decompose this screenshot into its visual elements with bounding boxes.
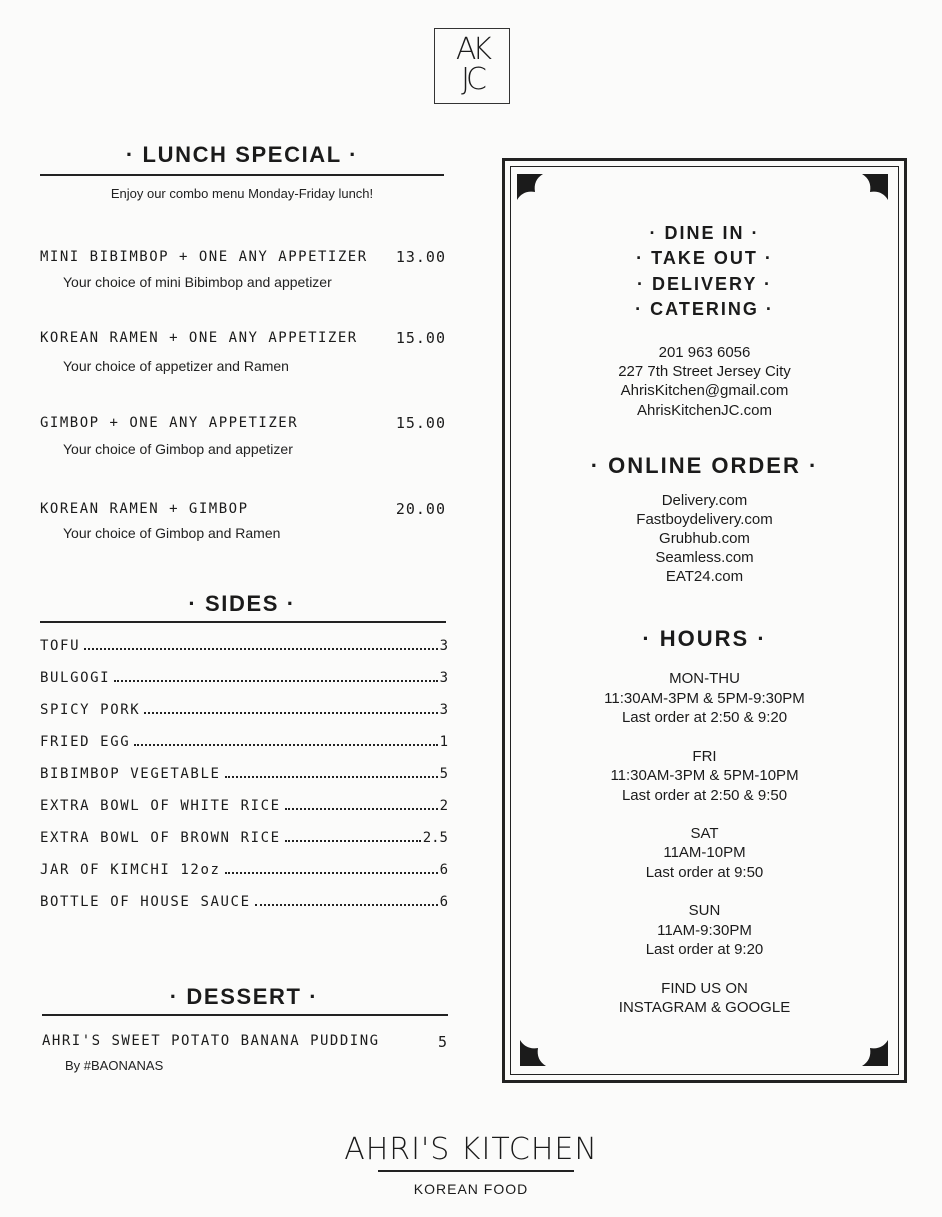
service-delivery: · DELIVERY · bbox=[636, 274, 772, 294]
dessert-rule bbox=[42, 1014, 448, 1016]
online-order-site[interactable]: Grubhub.com bbox=[659, 530, 750, 547]
corner-ornament-icon bbox=[515, 172, 545, 202]
dot-leader bbox=[134, 744, 437, 746]
dessert-title: · DESSERT · bbox=[169, 984, 319, 1009]
online-order-site[interactable]: Delivery.com bbox=[661, 492, 748, 509]
lunch-item-price: 15.00 bbox=[395, 414, 446, 432]
side-item-name: FRIED EGG bbox=[40, 734, 131, 750]
hours-day: SAT bbox=[690, 825, 719, 842]
lunch-item-desc: Your choice of Gimbop and appetizer bbox=[63, 441, 293, 457]
side-item bbox=[40, 862, 448, 884]
side-item-name: SPICY PORK bbox=[40, 702, 141, 718]
sides-title: · SIDES · bbox=[188, 591, 296, 616]
dot-leader bbox=[225, 776, 438, 778]
online-order-site[interactable]: EAT24.com bbox=[665, 568, 744, 585]
side-item-name: EXTRA BOWL OF BROWN RICE bbox=[40, 830, 281, 846]
hours-time: 11AM-10PM bbox=[663, 844, 746, 861]
dessert-item-name: AHRI'S SWEET POTATO BANANA PUDDING bbox=[42, 1033, 380, 1049]
logo-line1: AK bbox=[455, 32, 489, 67]
service-dine-in: · DINE IN · bbox=[649, 223, 760, 243]
hours-time: 11:30AM-3PM & 5PM-10PM bbox=[610, 767, 799, 784]
lunch-item-name: KOREAN RAMEN + GIMBOP bbox=[40, 501, 249, 517]
lunch-item-name: GIMBOP + ONE ANY APPETIZER bbox=[40, 415, 299, 431]
service-take-out: · TAKE OUT · bbox=[636, 248, 773, 268]
side-item bbox=[40, 798, 448, 820]
find-us-line1: FIND US ON bbox=[661, 980, 748, 997]
side-item-name: BULGOGI bbox=[40, 670, 111, 686]
hours-last-order: Last order at 2:50 & 9:20 bbox=[621, 709, 788, 726]
lunch-subtitle: Enjoy our combo menu Monday-Friday lunch! bbox=[110, 186, 374, 201]
corner-ornament-icon bbox=[860, 1038, 890, 1068]
lunch-special-title: · LUNCH SPECIAL · bbox=[125, 142, 359, 167]
sides-rule bbox=[40, 621, 446, 623]
hours-last-order: Last order at 9:20 bbox=[645, 941, 764, 958]
side-item-name: BOTTLE OF HOUSE SAUCE bbox=[40, 894, 251, 910]
side-item-name: EXTRA BOWL OF WHITE RICE bbox=[40, 798, 281, 814]
lunch-item-name: KOREAN RAMEN + ONE ANY APPETIZER bbox=[40, 330, 358, 346]
dessert-item-price: 5 bbox=[437, 1033, 448, 1051]
hours-title: · HOURS · bbox=[642, 626, 767, 651]
logo-line2: JC bbox=[461, 62, 483, 97]
contact-website[interactable]: AhrisKitchenJC.com bbox=[636, 402, 773, 419]
side-item-price: 3 bbox=[439, 670, 448, 686]
side-item bbox=[40, 766, 448, 788]
side-item bbox=[40, 830, 448, 852]
contact-phone[interactable]: 201 963 6056 bbox=[658, 344, 751, 361]
hours-last-order: Last order at 2:50 & 9:50 bbox=[621, 787, 788, 804]
contact-address: 227 7th Street Jersey City bbox=[618, 363, 791, 380]
side-item-price: 2.5 bbox=[422, 830, 448, 846]
find-us-line2: INSTAGRAM & GOOGLE bbox=[618, 999, 791, 1016]
side-item-price: 3 bbox=[439, 638, 448, 654]
restaurant-name: AHRI'S KITCHEN bbox=[344, 1132, 598, 1167]
lunch-item-desc: Your choice of Gimbop and Ramen bbox=[63, 525, 281, 541]
lunch-item-desc: Your choice of mini Bibimbop and appetizer bbox=[63, 274, 332, 290]
lunch-item-price: 20.00 bbox=[395, 500, 446, 518]
hours-day: SUN bbox=[688, 902, 721, 919]
side-item-price: 3 bbox=[439, 702, 448, 718]
contact-email[interactable]: AhrisKitchen@gmail.com bbox=[620, 382, 789, 399]
hours-time: 11AM-9:30PM bbox=[657, 922, 752, 939]
side-item-name: BIBIMBOP VEGETABLE bbox=[40, 766, 221, 782]
lunch-item-desc: Your choice of appetizer and Ramen bbox=[63, 358, 289, 374]
lunch-item-price: 15.00 bbox=[395, 329, 446, 347]
corner-ornament-icon bbox=[860, 172, 890, 202]
footer-rule bbox=[378, 1170, 574, 1172]
logo bbox=[434, 28, 510, 104]
side-item-price: 1 bbox=[439, 734, 448, 750]
side-item-price: 2 bbox=[439, 798, 448, 814]
dot-leader bbox=[84, 648, 437, 650]
dot-leader bbox=[144, 712, 437, 714]
dot-leader bbox=[255, 904, 438, 906]
side-item bbox=[40, 638, 448, 660]
side-item bbox=[40, 702, 448, 724]
side-item-price: 6 bbox=[439, 862, 448, 878]
online-order-site[interactable]: Fastboydelivery.com bbox=[636, 511, 773, 528]
hours-last-order: Last order at 9:50 bbox=[645, 864, 764, 881]
side-item bbox=[40, 894, 448, 916]
service-catering: · CATERING · bbox=[635, 299, 774, 319]
side-item bbox=[40, 670, 448, 692]
lunch-item-price: 13.00 bbox=[395, 248, 446, 266]
lunch-rule bbox=[40, 174, 444, 176]
restaurant-tagline: KOREAN FOOD bbox=[413, 1181, 529, 1197]
online-order-site[interactable]: Seamless.com bbox=[655, 549, 754, 566]
dot-leader bbox=[114, 680, 437, 682]
dot-leader bbox=[285, 840, 421, 842]
online-order-title: · ONLINE ORDER · bbox=[590, 453, 819, 478]
dot-leader bbox=[285, 808, 438, 810]
corner-ornament-icon bbox=[518, 1038, 548, 1068]
hours-day: FRI bbox=[692, 748, 717, 765]
lunch-item-name: MINI BIBIMBOP + ONE ANY APPETIZER bbox=[40, 249, 368, 265]
side-item-price: 6 bbox=[439, 894, 448, 910]
dessert-item-desc: By #BAONANAS bbox=[65, 1058, 164, 1073]
side-item-name: TOFU bbox=[40, 638, 81, 654]
side-item bbox=[40, 734, 448, 756]
dot-leader bbox=[225, 872, 438, 874]
hours-time: 11:30AM-3PM & 5PM-9:30PM bbox=[604, 690, 805, 707]
hours-day: MON-THU bbox=[669, 670, 740, 687]
side-item-price: 5 bbox=[439, 766, 448, 782]
side-item-name: JAR OF KIMCHI 12oz bbox=[40, 862, 221, 878]
